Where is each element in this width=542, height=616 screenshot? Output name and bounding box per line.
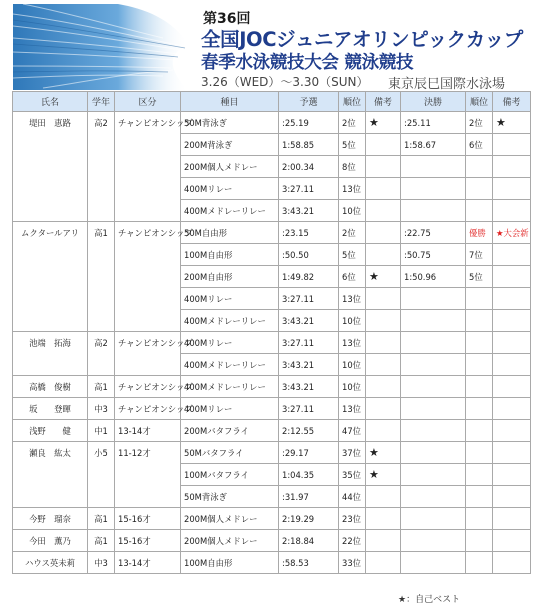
header-final-rank: 順位 bbox=[466, 92, 493, 112]
final-rank bbox=[466, 530, 493, 552]
prelim-note bbox=[366, 244, 401, 266]
event-banner bbox=[13, 4, 530, 90]
prelim-time: 1:04.35 bbox=[279, 464, 339, 486]
header-final-note: 備考 bbox=[493, 92, 531, 112]
prelim-note bbox=[366, 288, 401, 310]
final-rank: 7位 bbox=[466, 244, 493, 266]
final-time bbox=[401, 156, 466, 178]
prelim-time: :58.53 bbox=[279, 552, 339, 574]
final-note: ★ bbox=[493, 112, 531, 134]
athlete-name: 堤田 恵路 bbox=[13, 112, 88, 222]
final-note bbox=[493, 420, 531, 442]
header-prelim: 予選 bbox=[279, 92, 339, 112]
final-note bbox=[493, 398, 531, 420]
header-prelim-note: 備考 bbox=[366, 92, 401, 112]
final-time bbox=[401, 332, 466, 354]
prelim-rank: 13位 bbox=[339, 178, 366, 200]
final-time bbox=[401, 354, 466, 376]
event-name: 400Mメドレーリレー bbox=[181, 376, 279, 398]
prelim-note bbox=[366, 508, 401, 530]
table-row bbox=[13, 376, 531, 398]
athlete-name: 高橋 俊樹 bbox=[13, 376, 88, 398]
prelim-time: 3:43.21 bbox=[279, 376, 339, 398]
final-rank bbox=[466, 464, 493, 486]
athlete-grade: 高2 bbox=[88, 332, 115, 376]
event-name: 200M背泳ぎ bbox=[181, 134, 279, 156]
final-rank bbox=[466, 200, 493, 222]
event-name: 200M個人メドレー bbox=[181, 530, 279, 552]
results-body bbox=[13, 112, 531, 574]
final-note: ★大会新 bbox=[493, 222, 531, 244]
athlete-division: 11-12才 bbox=[115, 442, 181, 508]
prelim-rank: 5位 bbox=[339, 244, 366, 266]
prelim-note bbox=[366, 156, 401, 178]
prelim-time: 3:43.21 bbox=[279, 354, 339, 376]
header-name: 氏名 bbox=[13, 92, 88, 112]
athlete-grade: 高1 bbox=[88, 222, 115, 332]
prelim-note bbox=[366, 552, 401, 574]
prelim-rank: 22位 bbox=[339, 530, 366, 552]
prelim-time: 2:12.55 bbox=[279, 420, 339, 442]
event-name: 400Mリレー bbox=[181, 398, 279, 420]
prelim-rank: 5位 bbox=[339, 134, 366, 156]
banner-title: 全国JOCジュニアオリンピックカップ bbox=[201, 28, 523, 51]
final-rank bbox=[466, 442, 493, 464]
prelim-rank: 6位 bbox=[339, 266, 366, 288]
banner-subtitle: 春季水泳競技大会 競泳競技 bbox=[201, 53, 414, 73]
final-note bbox=[493, 442, 531, 464]
event-name: 400Mリレー bbox=[181, 288, 279, 310]
event-name: 400Mメドレーリレー bbox=[181, 310, 279, 332]
event-name: 400Mメドレーリレー bbox=[181, 200, 279, 222]
athlete-grade: 高1 bbox=[88, 530, 115, 552]
prelim-rank: 47位 bbox=[339, 420, 366, 442]
prelim-time: :29.17 bbox=[279, 442, 339, 464]
table-header-row bbox=[13, 92, 531, 112]
final-time bbox=[401, 464, 466, 486]
athlete-division: チャンピオンシップ bbox=[115, 332, 181, 376]
prelim-note bbox=[366, 486, 401, 508]
final-time bbox=[401, 552, 466, 574]
event-name: 200M個人メドレー bbox=[181, 156, 279, 178]
prelim-time: :50.50 bbox=[279, 244, 339, 266]
footnote-personal-best: ★：自己ベスト bbox=[398, 595, 461, 605]
header-grade: 学年 bbox=[88, 92, 115, 112]
final-time bbox=[401, 442, 466, 464]
final-rank bbox=[466, 332, 493, 354]
prelim-time: 2:18.84 bbox=[279, 530, 339, 552]
event-name: 200M個人メドレー bbox=[181, 508, 279, 530]
prelim-rank: 2位 bbox=[339, 112, 366, 134]
athlete-grade: 中1 bbox=[88, 420, 115, 442]
final-note bbox=[493, 376, 531, 398]
event-name: 200M自由形 bbox=[181, 266, 279, 288]
prelim-time: 3:27.11 bbox=[279, 398, 339, 420]
prelim-note: ★ bbox=[366, 266, 401, 288]
athlete-division: チャンピオンシップ bbox=[115, 398, 181, 420]
results-table bbox=[12, 91, 531, 574]
final-time bbox=[401, 530, 466, 552]
final-time: :25.11 bbox=[401, 112, 466, 134]
prelim-rank: 33位 bbox=[339, 552, 366, 574]
final-note bbox=[493, 354, 531, 376]
final-time bbox=[401, 288, 466, 310]
athlete-name: 浅野 健 bbox=[13, 420, 88, 442]
final-rank bbox=[466, 398, 493, 420]
prelim-rank: 44位 bbox=[339, 486, 366, 508]
final-time bbox=[401, 420, 466, 442]
athlete-division: チャンピオンシップ bbox=[115, 376, 181, 398]
athlete-name: 瀬良 紘太 bbox=[13, 442, 88, 508]
prelim-rank: 35位 bbox=[339, 464, 366, 486]
final-note bbox=[493, 200, 531, 222]
event-name: 400Mリレー bbox=[181, 332, 279, 354]
event-name: 50M自由形 bbox=[181, 222, 279, 244]
prelim-time: :31.97 bbox=[279, 486, 339, 508]
prelim-note bbox=[366, 222, 401, 244]
final-rank bbox=[466, 310, 493, 332]
prelim-rank: 8位 bbox=[339, 156, 366, 178]
athlete-grade: 中3 bbox=[88, 552, 115, 574]
final-rank bbox=[466, 420, 493, 442]
prelim-time: :23.15 bbox=[279, 222, 339, 244]
prelim-rank: 2位 bbox=[339, 222, 366, 244]
athlete-division: 13-14才 bbox=[115, 552, 181, 574]
final-rank bbox=[466, 552, 493, 574]
athlete-grade: 高1 bbox=[88, 376, 115, 398]
prelim-rank: 13位 bbox=[339, 332, 366, 354]
final-note bbox=[493, 266, 531, 288]
event-name: 100M自由形 bbox=[181, 244, 279, 266]
athlete-division: チャンピオンシップ bbox=[115, 112, 181, 222]
prelim-time: :25.19 bbox=[279, 112, 339, 134]
prelim-note bbox=[366, 178, 401, 200]
banner-edition: 第36回 bbox=[203, 11, 251, 27]
athlete-division: 13-14才 bbox=[115, 420, 181, 442]
prelim-time: 1:58.85 bbox=[279, 134, 339, 156]
athlete-name: 今田 薫乃 bbox=[13, 530, 88, 552]
event-name: 50Mバタフライ bbox=[181, 442, 279, 464]
prelim-rank: 10位 bbox=[339, 376, 366, 398]
athlete-division: 15-16才 bbox=[115, 508, 181, 530]
prelim-time: 2:19.29 bbox=[279, 508, 339, 530]
athlete-name: 坂 登暉 bbox=[13, 398, 88, 420]
athlete-division: チャンピオンシップ bbox=[115, 222, 181, 332]
prelim-rank: 10位 bbox=[339, 310, 366, 332]
prelim-rank: 10位 bbox=[339, 354, 366, 376]
table-row bbox=[13, 442, 531, 464]
final-rank: 5位 bbox=[466, 266, 493, 288]
final-note bbox=[493, 332, 531, 354]
final-time bbox=[401, 486, 466, 508]
final-rank bbox=[466, 376, 493, 398]
final-note bbox=[493, 508, 531, 530]
prelim-note bbox=[366, 398, 401, 420]
athlete-grade: 高1 bbox=[88, 508, 115, 530]
prelim-note bbox=[366, 530, 401, 552]
table-row bbox=[13, 420, 531, 442]
prelim-note bbox=[366, 420, 401, 442]
final-note bbox=[493, 464, 531, 486]
final-note bbox=[493, 134, 531, 156]
final-rank bbox=[466, 508, 493, 530]
prelim-rank: 37位 bbox=[339, 442, 366, 464]
prelim-note bbox=[366, 354, 401, 376]
prelim-note: ★ bbox=[366, 112, 401, 134]
athlete-grade: 高2 bbox=[88, 112, 115, 222]
prelim-time: 2:00.34 bbox=[279, 156, 339, 178]
prelim-time: 1:49.82 bbox=[279, 266, 339, 288]
final-note bbox=[493, 244, 531, 266]
final-note bbox=[493, 288, 531, 310]
prelim-time: 3:43.21 bbox=[279, 200, 339, 222]
prelim-time: 3:27.11 bbox=[279, 288, 339, 310]
table-row bbox=[13, 398, 531, 420]
final-time: :50.75 bbox=[401, 244, 466, 266]
event-name: 400Mリレー bbox=[181, 178, 279, 200]
banner-venue: 東京辰巳国際水泳場 bbox=[388, 77, 506, 92]
prelim-note bbox=[366, 134, 401, 156]
prelim-note: ★ bbox=[366, 442, 401, 464]
prelim-note bbox=[366, 376, 401, 398]
final-time: 1:50.96 bbox=[401, 266, 466, 288]
event-name: 200Mバタフライ bbox=[181, 420, 279, 442]
final-note bbox=[493, 178, 531, 200]
event-name: 50M背泳ぎ bbox=[181, 112, 279, 134]
brush-splash-graphic bbox=[13, 4, 188, 90]
prelim-rank: 13位 bbox=[339, 288, 366, 310]
athlete-grade: 中3 bbox=[88, 398, 115, 420]
prelim-note: ★ bbox=[366, 464, 401, 486]
final-rank bbox=[466, 178, 493, 200]
final-rank: 6位 bbox=[466, 134, 493, 156]
final-time bbox=[401, 178, 466, 200]
final-note bbox=[493, 530, 531, 552]
table-row bbox=[13, 530, 531, 552]
final-note bbox=[493, 310, 531, 332]
final-note bbox=[493, 156, 531, 178]
athlete-name: 池端 拓海 bbox=[13, 332, 88, 376]
final-time bbox=[401, 508, 466, 530]
final-time: 1:58.67 bbox=[401, 134, 466, 156]
prelim-time: 3:43.21 bbox=[279, 310, 339, 332]
final-time bbox=[401, 200, 466, 222]
event-name: 50M背泳ぎ bbox=[181, 486, 279, 508]
final-rank bbox=[466, 288, 493, 310]
event-name: 100M自由形 bbox=[181, 552, 279, 574]
header-event: 種目 bbox=[181, 92, 279, 112]
prelim-time: 3:27.11 bbox=[279, 178, 339, 200]
final-rank bbox=[466, 486, 493, 508]
athlete-name: ムクタールアリ bbox=[13, 222, 88, 332]
table-row bbox=[13, 222, 531, 244]
table-row bbox=[13, 112, 531, 134]
prelim-note bbox=[366, 200, 401, 222]
athlete-grade: 小5 bbox=[88, 442, 115, 508]
prelim-note bbox=[366, 332, 401, 354]
table-row bbox=[13, 552, 531, 574]
final-time bbox=[401, 376, 466, 398]
event-name: 100Mバタフライ bbox=[181, 464, 279, 486]
final-time: :22.75 bbox=[401, 222, 466, 244]
athlete-name: ハウス英未莉 bbox=[13, 552, 88, 574]
banner-date: 3.26（WED）～3.30（SUN） bbox=[201, 75, 369, 89]
prelim-note bbox=[366, 310, 401, 332]
table-row bbox=[13, 508, 531, 530]
final-time bbox=[401, 398, 466, 420]
final-rank bbox=[466, 156, 493, 178]
header-prelim-rank: 順位 bbox=[339, 92, 366, 112]
athlete-name: 今野 瑠奈 bbox=[13, 508, 88, 530]
athlete-division: 15-16才 bbox=[115, 530, 181, 552]
prelim-rank: 23位 bbox=[339, 508, 366, 530]
header-final: 決勝 bbox=[401, 92, 466, 112]
final-note bbox=[493, 552, 531, 574]
event-name: 400Mメドレーリレー bbox=[181, 354, 279, 376]
prelim-rank: 13位 bbox=[339, 398, 366, 420]
final-rank: 2位 bbox=[466, 112, 493, 134]
prelim-time: 3:27.11 bbox=[279, 332, 339, 354]
header-division: 区分 bbox=[115, 92, 181, 112]
prelim-rank: 10位 bbox=[339, 200, 366, 222]
final-rank: 優勝 bbox=[466, 222, 493, 244]
table-row bbox=[13, 332, 531, 354]
final-note bbox=[493, 486, 531, 508]
final-time bbox=[401, 310, 466, 332]
final-rank bbox=[466, 354, 493, 376]
